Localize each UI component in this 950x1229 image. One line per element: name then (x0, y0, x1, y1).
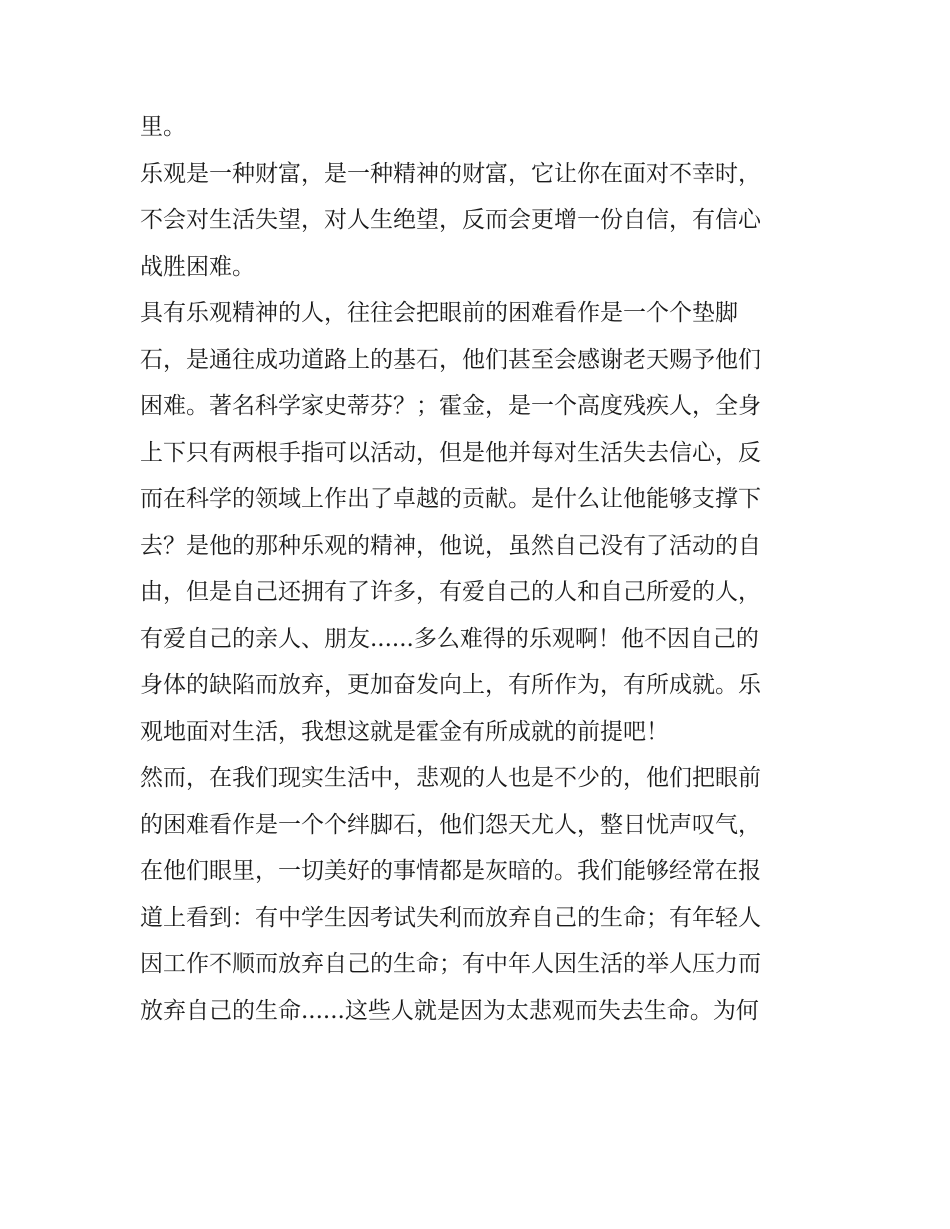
text-line: 具有乐观精神的人，往往会把眼前的困难看作是一个个垫脚 (140, 300, 738, 326)
text-line: 然而，在我们现实生活中，悲观的人也是不少的，他们把眼前 (140, 765, 761, 791)
text-line: 困难。著名科学家史蒂芬？；霍金，是一个高度残疾人，全身 (140, 393, 761, 419)
text-line: 的困难看作是一个个绊脚石，他们怨天尤人，整日忧声叹气， (140, 811, 761, 838)
text-line: 观地面对生活，我想这就是霍金有所成就的前提吧！ (140, 718, 669, 745)
text-line: 身体的缺陷而放弃，更加奋发向上，有所作为，有所成就。乐 (140, 672, 761, 698)
text-line: 在他们眼里，一切美好的事情都是灰暗的。我们能够经常在报 (140, 858, 761, 884)
text-line: 而在科学的领域上作出了卓越的贡献。是什么让他能够支撑下 (140, 486, 761, 512)
text-line: 上下只有两根手指可以活动，但是他并每对生活失去信心，反 (140, 439, 761, 466)
document-body-text (140, 104, 820, 1034)
text-line: 乐观是一种财富，是一种精神的财富，它让你在面对不幸时， (140, 160, 761, 187)
text-line: 石，是通往成功道路上的基石，他们甚至会感谢老天赐予他们 (140, 346, 761, 373)
text-line: 战胜困难。 (140, 253, 255, 280)
text-line: 不会对生活失望，对人生绝望，反而会更增一份自信，有信心 (140, 207, 761, 233)
text-line: 去？是他的那种乐观的精神，他说，虽然自己没有了活动的自 (140, 532, 761, 559)
text-line: 放弃自己的生命......这些人就是因为太悲观而失去生命。为何 (140, 997, 759, 1024)
text-line: 里。 (140, 114, 186, 140)
text-line: 由，但是自己还拥有了许多，有爱自己的人和自己所爱的人， (140, 579, 761, 605)
text-line: 道上看到：有中学生因考试失利而放弃自己的生命；有年轻人 (140, 904, 761, 931)
text-line: 因工作不顺而放弃自己的生命；有中年人因生活的举人压力而 (140, 951, 761, 977)
text-line: 有爱自己的亲人、朋友......多么难得的乐观啊！他不因自己的 (140, 625, 759, 652)
